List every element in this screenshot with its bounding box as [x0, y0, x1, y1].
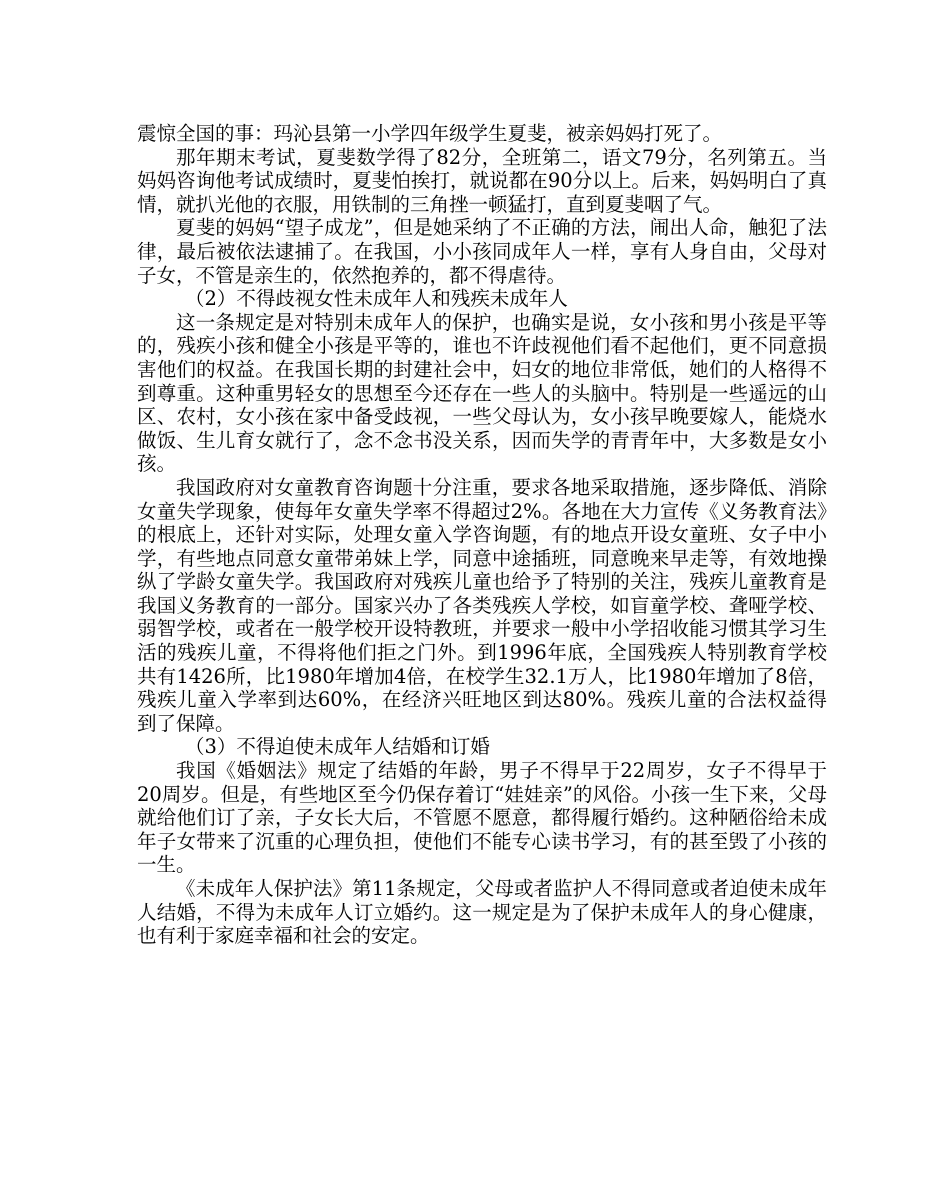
paragraph-opening: 震惊全国的事：玛沁县第一小学四年级学生夏斐，被亲妈妈打死了。 — [137, 122, 723, 145]
paragraph-government-measures: 我国政府对女童教育咨询题十分注重，要求各地采取措施，逐步降低、消除女童失学现象，使每年女童失学率不得超过2%。各地在大力宣传《义务教育法》的根底上，还针对实际，处理女童入学咨询题，有的地点开设女童班、女子中小学，有些地点同意女童带弟妹上学，同意中途插班，同意晚来早走等，有效地操纵了学龄女童失学。我国政府对残疾儿童也给予了特别的关注，残疾儿童教育是我国义务教育的一部分。国家兴办了各类残疾人学校，如盲童学校、聋哑学校、弱智学校，或者在一般学校开设特教班，并要求一般中小学招收能习惯其学习生活的残疾儿童，不得将他们拒之门外。到1996年底，全国残疾人特别教育学校共有1426所，比1980年增加4倍，在校学生32.1万人，比1980年增加了8倍，残疾儿童入学率到达60%，在经济兴旺地区到达80%。残疾儿童的合法权益得到了保障。 — [137, 475, 827, 735]
paragraph-mother-arrested: 夏斐的妈妈“望子成龙”，但是她采纳了不正确的方法，闹出人命，触犯了法律，最后被依法逮捕了。在我国，小小孩同成年人一样，享有人身自由，父母对子女，不管是亲生的，依然抱养的，都不得虐待。 — [137, 216, 827, 287]
paragraph-marriage-law: 我国《婚姻法》规定了结婚的年龄，男子不得早于22周岁，女子不得早于20周岁。但是，有些地区至今仍保存着订“娃娃亲”的风俗。小孩一生下来，父母就给他们订了亲，子女长大后，不管愿不愿意，都得履行婚约。这种陋俗给未成年子女带来了沉重的心理负担，使他们不能专心读书学习，有的甚至毁了小孩的一生。 — [137, 759, 827, 877]
section-heading-3: （3）不得迫使未成年人结婚和订婚 — [185, 735, 490, 759]
section-heading-2: （2）不得歧视女性未成年人和残疾未成年人 — [185, 287, 568, 311]
paragraph-article-11: 《未成年人保护法》第11条规定，父母或者监护人不得同意或者迫使未成年人结婚，不得为未成年人订立婚约。这一规定是为了保护未成年人的身心健康，也有利于家庭幸福和社会的安定。 — [137, 877, 827, 948]
paragraph-equality: 这一条规定是对特别未成年人的保护，也确实是说，女小孩和男小孩是平等的，残疾小孩和健全小孩是平等的，谁也不许歧视他们看不起他们，更不同意损害他们的权益。在我国长期的封建社会中，妇女的地位非常低，她们的人格得不到尊重。这种重男轻女的思想至今还存在一些人的头脑中。特别是一些遥远的山区、农村，女小孩在家中备受歧视，一些父母认为，女小孩早晚要嫁人，能烧水做饭、生儿育女就行了，念不念书没关系，因而失学的青青年中，大多数是女小孩。 — [137, 310, 827, 476]
document-page — [137, 122, 827, 948]
paragraph-exam-story: 那年期末考试，夏斐数学得了82分，全班第二，语文79分，名列第五。当妈妈咨询他考试成绩时，夏斐怕挨打，就说都在90分以上。后来，妈妈明白了真情，就扒光他的衣服，用铁制的三角挫一顿猛打，直到夏斐咽了气。 — [137, 145, 827, 216]
